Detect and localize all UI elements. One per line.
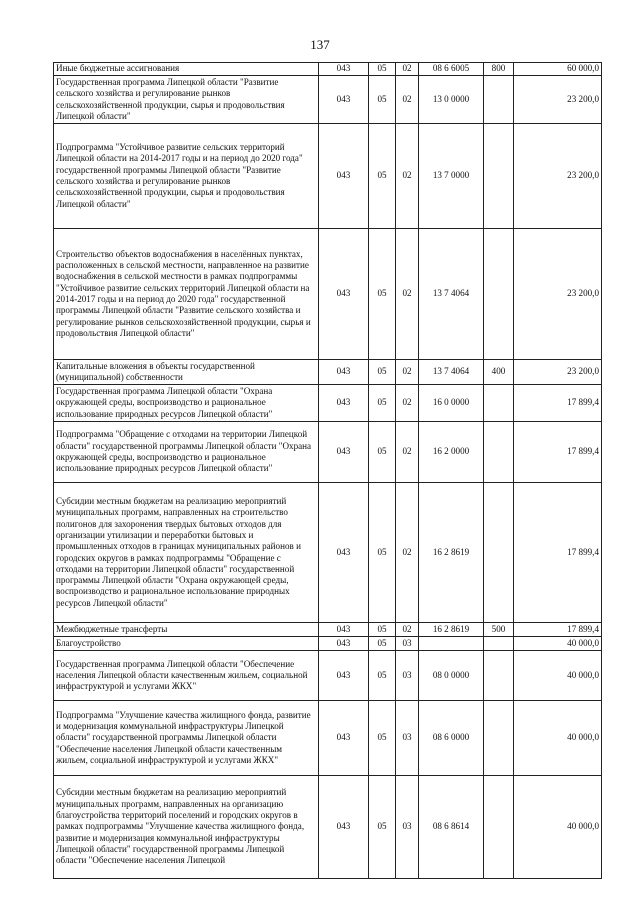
- row-name: Подпрограмма "Обращение с отходами на территории Липецкой области" государственной программы Липецкой области "Охрана окружающей среды, воспроизводство и рациональное использование природных ресурсов Липецкой области": [54, 422, 319, 483]
- row-section-code: 05: [369, 63, 396, 76]
- row-name: Подпрограмма "Улучшение качества жилищного фонда, развитие и модернизация коммунальной инфраструктуры Липецкой области" государственной программы Липецкой области "Обеспечение населения Липецкой области качественным жильем, социальной инфраструктурой и услугами ЖКХ": [54, 701, 319, 776]
- table-row: [54, 422, 602, 483]
- row-section-code: 05: [369, 483, 396, 623]
- row-grbs-code: 043: [319, 229, 369, 360]
- row-grbs-code: 043: [319, 776, 369, 879]
- row-expense-type: 800: [484, 63, 514, 76]
- row-name: Капитальные вложения в объекты государственной (муниципальной) собственности: [54, 360, 319, 385]
- row-subsection-code: 02: [396, 623, 419, 637]
- row-grbs-code: 043: [319, 623, 369, 637]
- row-target-article: 16 2 8619: [419, 483, 484, 623]
- row-subsection-code: 02: [396, 63, 419, 76]
- row-expense-type: [484, 651, 514, 701]
- row-section-code: 05: [369, 124, 396, 229]
- budget-table-body: [54, 63, 602, 879]
- row-grbs-code: 043: [319, 76, 369, 124]
- row-name: Государственная программа Липецкой области "Развитие сельского хозяйства и регулирование рынков сельскохозяйственной продукции, сырья и продовольствия Липецкой области": [54, 76, 319, 124]
- row-amount: 60 000,0: [514, 63, 602, 76]
- row-name: Иные бюджетные ассигнования: [54, 63, 319, 76]
- row-section-code: 05: [369, 776, 396, 879]
- row-amount: 23 200,0: [514, 76, 602, 124]
- row-target-article: [419, 637, 484, 651]
- row-name: Благоустройство: [54, 637, 319, 651]
- row-section-code: 05: [369, 76, 396, 124]
- row-expense-type: [484, 701, 514, 776]
- table-row: [54, 124, 602, 229]
- row-subsection-code: 02: [396, 422, 419, 483]
- table-row: [54, 776, 602, 879]
- page-number: 137: [310, 37, 330, 52]
- row-section-code: 05: [369, 422, 396, 483]
- table-row: [54, 637, 602, 651]
- row-subsection-code: 03: [396, 637, 419, 651]
- row-expense-type: [484, 637, 514, 651]
- row-target-article: 16 2 8619: [419, 623, 484, 637]
- row-expense-type: [484, 776, 514, 879]
- row-name: Государственная программа Липецкой области "Охрана окружающей среды, воспроизводство и рациональное использование природных ресурсов Липецкой области": [54, 385, 319, 422]
- table-row: [54, 76, 602, 124]
- row-amount: 17 899,4: [514, 422, 602, 483]
- row-grbs-code: 043: [319, 385, 369, 422]
- row-target-article: 08 0 0000: [419, 651, 484, 701]
- row-expense-type: 400: [484, 360, 514, 385]
- row-expense-type: [484, 76, 514, 124]
- row-name: Межбюджетные трансферты: [54, 623, 319, 637]
- row-grbs-code: 043: [319, 63, 369, 76]
- table-row: [54, 483, 602, 623]
- row-expense-type: [484, 124, 514, 229]
- row-target-article: 08 6 8614: [419, 776, 484, 879]
- row-target-article: 08 6 0000: [419, 701, 484, 776]
- row-subsection-code: 02: [396, 229, 419, 360]
- row-subsection-code: 02: [396, 124, 419, 229]
- row-name: Субсидии местным бюджетам на реализацию мероприятий муниципальных программ, направленных на строительство полигонов для захоронения твердых бытовых отходов для организации утилизации и переработки бытовых и промышленных отходов в границах муниципальных районов и городских округов в рамках подпрограммы "Обращение с отходами на территории Липецкой области" государственной программы Липецкой области "Охрана окружающей среды, воспроизводство и рациональное использование природных ресурсов Липецкой области": [54, 483, 319, 623]
- row-amount: 40 000,0: [514, 651, 602, 701]
- row-expense-type: [484, 229, 514, 360]
- row-name: Подпрограмма "Устойчивое развитие сельских территорий Липецкой области на 2014-2017 годы и на период до 2020 года" государственной программы Липецкой области "Развитие сельского хозяйства и регулирование рынков сельскохозяйственной продукции, сырья и продовольствия Липецкой области": [54, 124, 319, 229]
- row-grbs-code: 043: [319, 360, 369, 385]
- row-name: Строительство объектов водоснабжения в населённых пунктах, расположенных в сельской местности, направленное на развитие водоснабжения в сельской местности в рамках подпрограммы "Устойчивое развитие сельских территорий Липецкой области на 2014-2017 годы и на период до 2020 года" государственной программы Липецкой области "Развитие сельского хозяйства и регулирование рынков сельскохозяйственной продукции, сырья и продовольствия Липецкой области": [54, 229, 319, 360]
- row-amount: 23 200,0: [514, 124, 602, 229]
- table-row: [54, 701, 602, 776]
- row-amount: 23 200,0: [514, 360, 602, 385]
- row-grbs-code: 043: [319, 701, 369, 776]
- row-subsection-code: 02: [396, 360, 419, 385]
- row-section-code: 05: [369, 229, 396, 360]
- row-grbs-code: 043: [319, 637, 369, 651]
- row-name: Субсидии местным бюджетам на реализацию мероприятий муниципальных программ, направленных на организацию благоустройства территорий поселений и городских округов в рамках подпрограммы "Улучшение качества жилищного фонда, развитие и модернизация коммунальной инфраструктуры Липецкой области" государственной программы Липецкой области "Обеспечение населения Липецкой: [54, 776, 319, 879]
- row-target-article: 13 7 0000: [419, 124, 484, 229]
- row-amount: 17 899,4: [514, 623, 602, 637]
- table-row: [54, 623, 602, 637]
- row-amount: 40 000,0: [514, 701, 602, 776]
- row-section-code: 05: [369, 623, 396, 637]
- row-grbs-code: 043: [319, 483, 369, 623]
- table-row: [54, 385, 602, 422]
- row-target-article: 13 0 0000: [419, 76, 484, 124]
- row-grbs-code: 043: [319, 124, 369, 229]
- row-expense-type: 500: [484, 623, 514, 637]
- row-expense-type: [484, 422, 514, 483]
- table-row: [54, 229, 602, 360]
- row-section-code: 05: [369, 651, 396, 701]
- row-subsection-code: 02: [396, 483, 419, 623]
- row-subsection-code: 02: [396, 76, 419, 124]
- row-subsection-code: 03: [396, 651, 419, 701]
- row-grbs-code: 043: [319, 651, 369, 701]
- row-amount: 17 899,4: [514, 483, 602, 623]
- row-amount: 40 000,0: [514, 637, 602, 651]
- row-target-article: 08 6 6005: [419, 63, 484, 76]
- row-name: Государственная программа Липецкой области "Обеспечение населения Липецкой области качественным жильем, социальной инфраструктурой и услугами ЖКХ": [54, 651, 319, 701]
- row-target-article: 13 7 4064: [419, 229, 484, 360]
- table-row: [54, 360, 602, 385]
- row-expense-type: [484, 483, 514, 623]
- row-target-article: 16 2 0000: [419, 422, 484, 483]
- row-amount: 17 899,4: [514, 385, 602, 422]
- budget-table: [53, 62, 602, 879]
- row-grbs-code: 043: [319, 422, 369, 483]
- row-section-code: 05: [369, 701, 396, 776]
- row-target-article: 16 0 0000: [419, 385, 484, 422]
- row-section-code: 05: [369, 385, 396, 422]
- row-amount: 23 200,0: [514, 229, 602, 360]
- row-subsection-code: 03: [396, 701, 419, 776]
- row-target-article: 13 7 4064: [419, 360, 484, 385]
- row-subsection-code: 03: [396, 776, 419, 879]
- row-section-code: 05: [369, 360, 396, 385]
- table-row: [54, 651, 602, 701]
- row-section-code: 05: [369, 637, 396, 651]
- row-amount: 40 000,0: [514, 776, 602, 879]
- table-row: [54, 63, 602, 76]
- row-subsection-code: 02: [396, 385, 419, 422]
- row-expense-type: [484, 385, 514, 422]
